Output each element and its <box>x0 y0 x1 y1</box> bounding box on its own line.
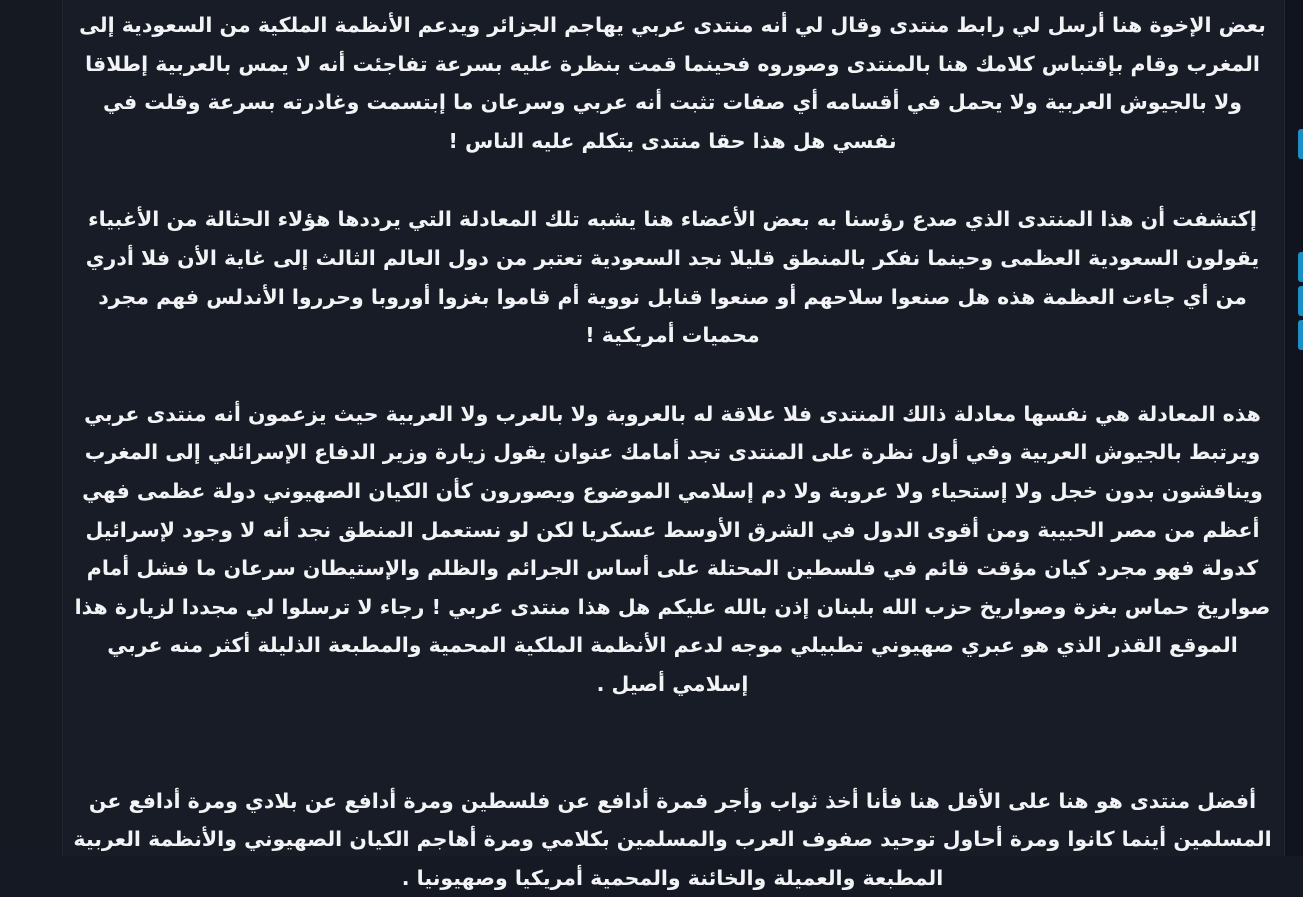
post-paragraph-2: إكتشفت أن هذا المنتدى الذي صدع رؤسنا به بعض الأعضاء هنا يشبه تلك المعادلة التي يرددها هؤلاء الحثالة من الأغبياء يقولون السعودية العظمى وحينما نفكر بالمنطق قليلا نجد السعودية تعتبر من دول العالم الثالث إلى غاية الأن فلا أدري من أي جاءت العظمة هذه هل صنعوا سلاحهم أو صنعوا قنابل نووية أم قاموا بغزوا أوروبا وحرروا الأندلس فهم مجرد محميات أمريكية ! <box>73 200 1272 354</box>
sidebar-tab-3[interactable] <box>1298 286 1303 316</box>
sidebar-tab-4[interactable] <box>1298 320 1303 350</box>
post-paragraph-3: هذه المعادلة هي نفسها معادلة ذالك المنتدى فلا علاقة له بالعروبة ولا بالعرب ولا العربية حيث يزعمون أنه منتدى عربي ويرتبط بالجيوش العربية وفي أول نظرة على المنتدى تجد أمامك عنوان يقول زيارة وزير الدفاع الإسرائلي إلى المغرب ويناقشون بدون خجل ولا إستحياء ولا عروبة ولا دم إسلامي الموضوع ويصورون كأن الكيان الصهيوني دولة عظمى فهي أعظم من مصر الحبيبة ومن أقوى الدول في الشرق الأوسط عسكريا لكن لو نستعمل المنطق نجد أنه لا وجود لإسرائيل كدولة فهو مجرد كيان مؤقت قائم في فلسطين المحتلة على أساس الجرائم والظلم والإستيطان سرعان ما فشل أمام صواريخ حماس بغزة وصواريخ حزب الله بلبنان إذن بالله عليكم هل هذا منتدى عربي ! رجاء لا ترسلوا لي مجددا لزيارة هذا الموقع القذر الذي هو عبري صهيوني تطبيلي موجه لدعم الأنظمة الملكية المحمية والمطبعة الذليلة أكثر منه عربي إسلامي أصيل . <box>73 395 1272 704</box>
post-paragraph-1: بعض الإخوة هنا أرسل لي رابط منتدى وقال لي أنه منتدى عربي يهاجم الجزائر ويدعم الأنظمة الملكية من السعودية إلى المغرب وقام بإقتباس كلامك هنا بالمنتدى وصوروه فحينما قمت بنظرة عليه بسرعة تفاجئت أنه لا يمس بالعربية إطلاقا ولا بالجيوش العربية ولا يحمل في أقسامه أي صفات تثبت أنه عربي وسرعان ما إبتسمت وغادرته بسرعة وقلت في نفسي هل هذا حقا منتدى يتكلم عليه الناس ! <box>73 6 1272 160</box>
post-paragraph-4: أفضل منتدى هو هنا على الأقل هنا فأنا أخذ ثواب وأجر فمرة أدافع عن فلسطين ومرة أدافع عن بلادي ومرة أدافع عن المسلمين أينما كانوا ومرة أحاول توحيد صفوف العرب والمسلمين بكلامي ومرة أهاجم الكيان الصهيوني والأنظمة العربية المطبعة والعميلة والخائنة والمحمية أمريكيا وصهيونيا . <box>73 782 1272 897</box>
post-content-area <box>63 0 1284 856</box>
sidebar-tab-2[interactable] <box>1298 252 1303 282</box>
right-sidebar-edge <box>1284 0 1303 856</box>
left-gutter <box>0 0 63 856</box>
post-body <box>73 0 1272 897</box>
sidebar-tab-1[interactable] <box>1298 129 1303 159</box>
